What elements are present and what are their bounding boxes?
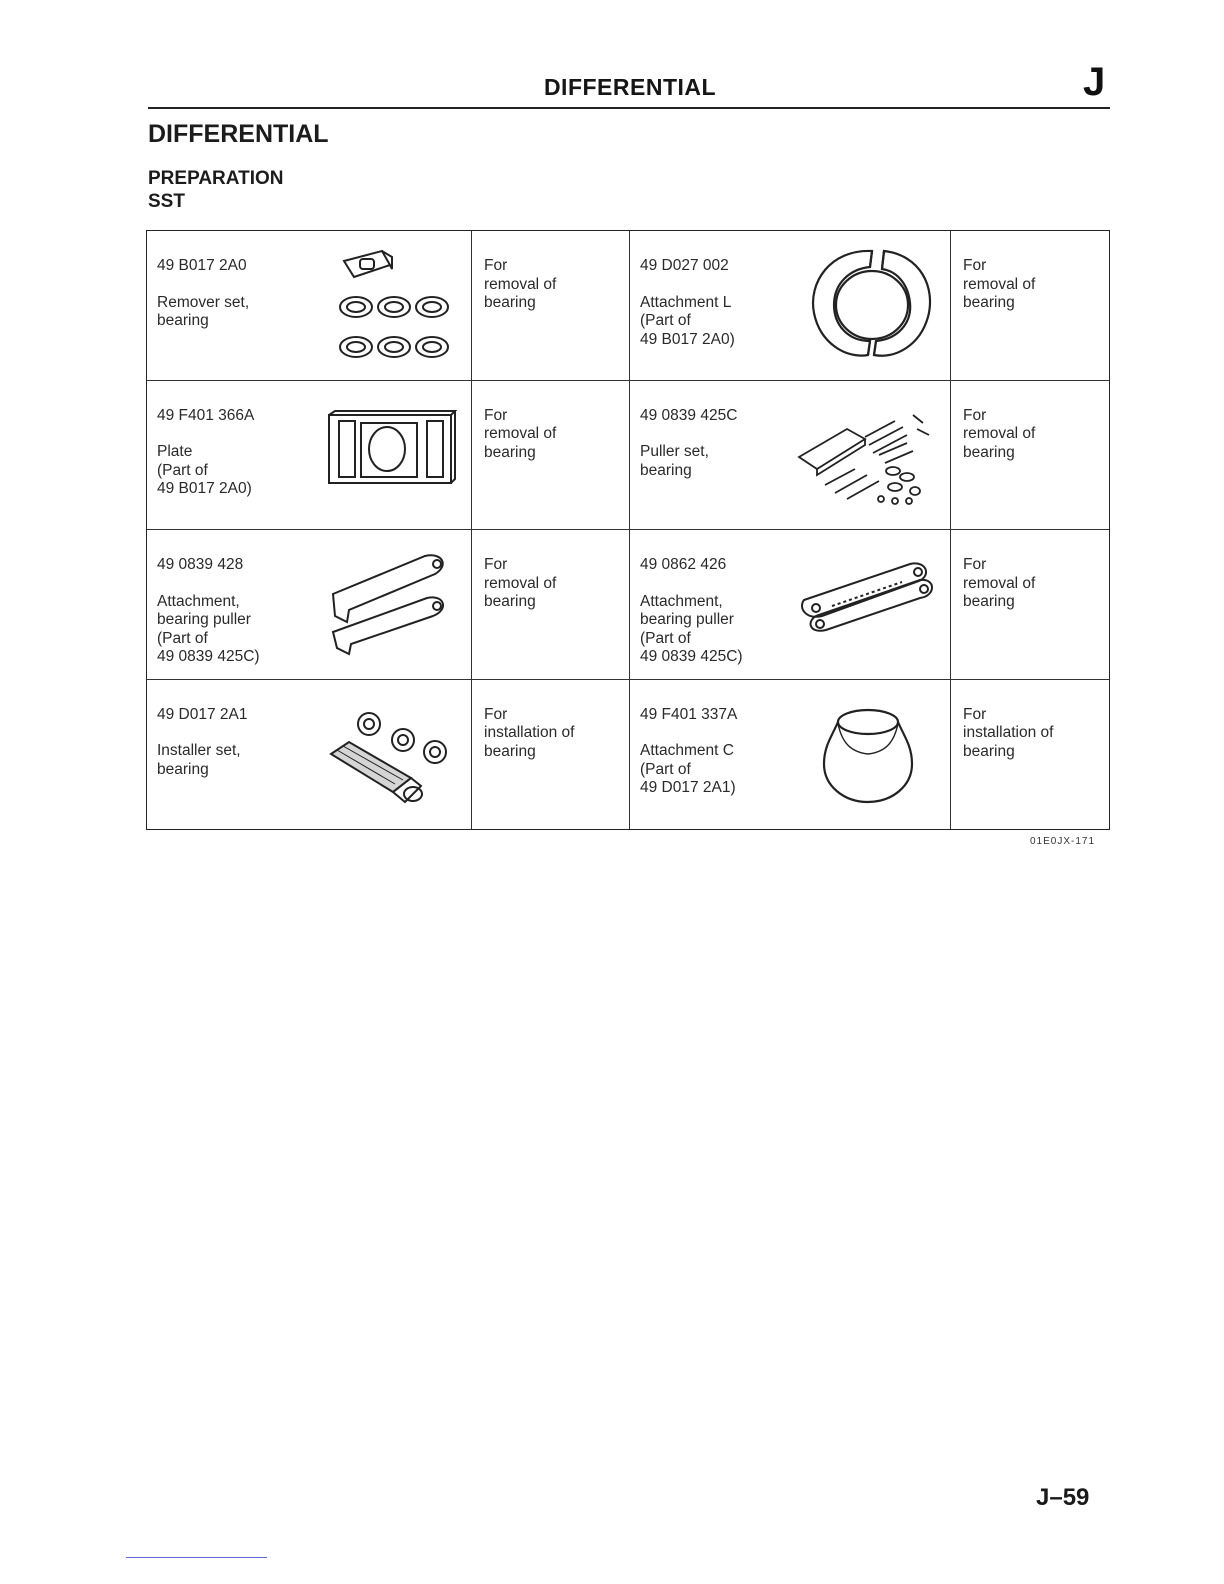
bottom-link-underline bbox=[126, 1557, 267, 1558]
tool-number: 49 D027 002 bbox=[640, 257, 729, 274]
tool-use-cell bbox=[472, 231, 630, 381]
tool-use: For removal of bearing bbox=[484, 406, 557, 461]
tool-use: For removal of bearing bbox=[963, 257, 1036, 311]
tool-use: For removal of bearing bbox=[484, 257, 557, 311]
sst-table bbox=[146, 230, 1110, 830]
tool-description: Puller set, bearing bbox=[640, 443, 709, 479]
tool-description: Attachment L (Part of 49 B017 2A0) bbox=[640, 293, 735, 348]
split-ring-attachment-icon bbox=[800, 243, 940, 363]
tool-cell bbox=[147, 530, 472, 680]
tool-number: 49 B017 2A0 bbox=[157, 257, 247, 274]
tool-description: Attachment, bearing puller (Part of 49 0839 425C) bbox=[640, 592, 743, 665]
header-title: DIFFERENTIAL bbox=[543, 74, 717, 100]
tool-description: Attachment, bearing puller (Part of 49 0839 425C) bbox=[157, 592, 260, 665]
remover-set-icon bbox=[332, 243, 462, 371]
tool-cell bbox=[147, 680, 472, 830]
puller-bar-icon bbox=[798, 556, 938, 646]
plate-icon bbox=[327, 409, 457, 489]
tool-description: Plate (Part of 49 B017 2A0) bbox=[157, 443, 252, 497]
tool-use-cell bbox=[951, 381, 1109, 531]
page-number: J–59 bbox=[1036, 1484, 1090, 1511]
tool-cell bbox=[630, 231, 951, 381]
subsection-title bbox=[148, 167, 283, 213]
tool-cell bbox=[630, 530, 951, 680]
subsection-line-1: PREPARATION bbox=[148, 168, 284, 189]
tool-use: For removal of bearing bbox=[484, 556, 557, 610]
tool-use-cell bbox=[951, 530, 1109, 680]
tool-description: Attachment C (Part of 49 D017 2A1) bbox=[640, 742, 736, 796]
header-rule bbox=[148, 107, 1110, 109]
tool-number: 49 0839 425C bbox=[640, 406, 738, 424]
tool-number: 49 0862 426 bbox=[640, 556, 727, 573]
tool-use-cell bbox=[472, 381, 630, 531]
tool-description: Installer set, bearing bbox=[157, 742, 241, 778]
tool-description: Remover set, bearing bbox=[157, 293, 250, 329]
tool-number: 49 0839 428 bbox=[157, 556, 244, 573]
tool-use: For removal of bearing bbox=[963, 556, 1036, 610]
tool-use: For removal of bearing bbox=[963, 406, 1036, 461]
puller-arms-icon bbox=[325, 548, 455, 658]
installer-set-icon bbox=[325, 708, 465, 808]
header-section-letter: J bbox=[1083, 60, 1106, 104]
tool-use: For installation of bearing bbox=[484, 705, 575, 760]
tool-number: 49 F401 337A bbox=[640, 705, 738, 723]
tool-use-cell bbox=[472, 530, 630, 680]
tool-use-cell bbox=[951, 231, 1109, 381]
section-title: DIFFERENTIAL bbox=[148, 120, 329, 148]
tool-cell bbox=[147, 381, 472, 531]
tool-cell bbox=[630, 381, 951, 531]
tool-use-cell bbox=[472, 680, 630, 830]
tool-cell bbox=[630, 680, 951, 830]
puller-set-icon bbox=[795, 407, 935, 507]
tool-use: For installation of bearing bbox=[963, 705, 1054, 760]
tool-number: 49 D017 2A1 bbox=[157, 705, 248, 723]
tool-number: 49 F401 366A bbox=[157, 406, 255, 424]
tool-use-cell bbox=[951, 680, 1109, 830]
tool-cell bbox=[147, 231, 472, 381]
attachment-c-icon bbox=[818, 702, 918, 812]
reference-code: 01E0JX-171 bbox=[1030, 836, 1096, 847]
subsection-line-2: SST bbox=[148, 191, 185, 212]
